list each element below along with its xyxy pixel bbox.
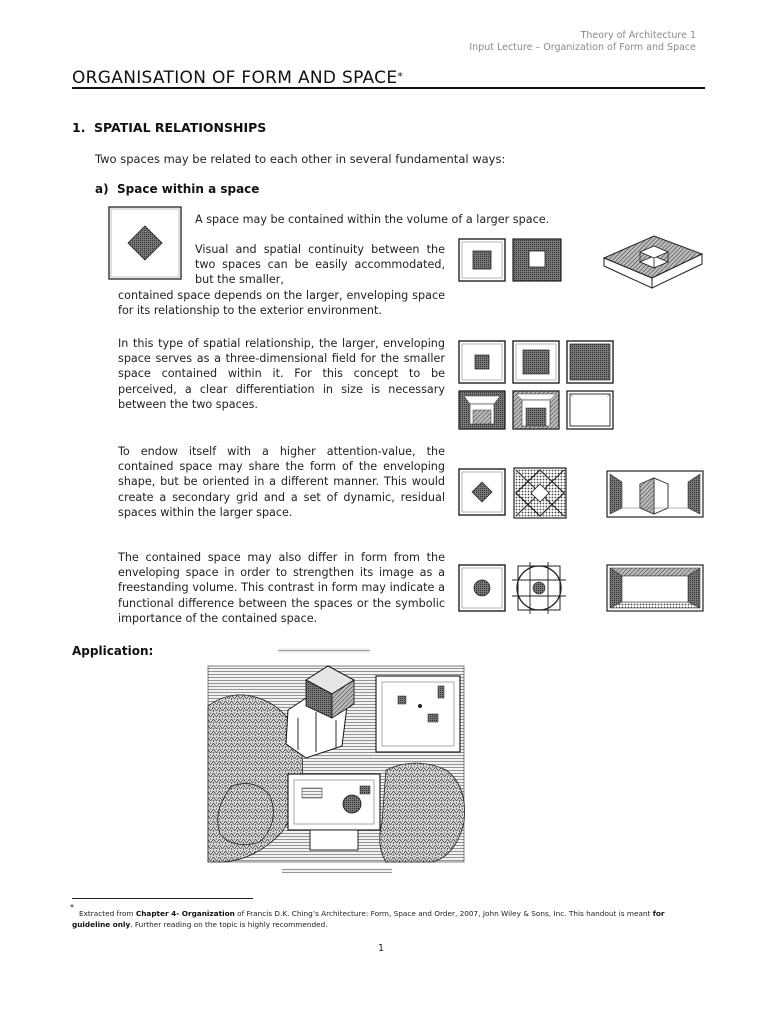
subsection-heading (95, 182, 259, 196)
size-differentiation-perspective-medium (512, 390, 560, 430)
application-heading: Application: (72, 644, 154, 658)
running-header-lecture: Input Lecture – Organization of Form and Space (469, 42, 696, 53)
circle-in-square-diagram (458, 564, 506, 612)
running-header-course: Theory of Architecture 1 (580, 30, 696, 41)
footnote-marker: * (397, 70, 404, 83)
space-within-space-figure (108, 206, 182, 280)
circle-grid-diagram (510, 560, 568, 616)
footnote-text-post: . Further reading on the topic is highly recommended. (130, 919, 328, 929)
footnote-text-mid: of Francis D.K. Ching’s Architecture: Form, Space and Order, 2007, John Wiley & Sons, Inc. This handout is meant (234, 909, 653, 918)
paragraph-continuity-part1: Visual and spatial continuity between the two spaces can be easily accommodated, but the smaller, (195, 243, 445, 287)
rotated-perspective-diagram (606, 470, 704, 518)
footnote-text-pre: Extracted from (78, 909, 136, 918)
paragraph-continuity-part2: contained space depends on the larger, enveloping space for its relationship to the exterior environment. (118, 289, 445, 318)
footnote (70, 903, 705, 930)
section-title: SPATIAL RELATIONSHIPS (94, 120, 267, 135)
continuity-diagram-void-in-field (512, 238, 562, 282)
size-differentiation-perspective-small (458, 390, 506, 430)
section-heading (72, 120, 266, 135)
footnote-mark: * (70, 903, 74, 912)
page-title-text: ORGANISATION OF FORM AND SPACE (72, 68, 398, 88)
footnote-chapter: Chapter 4- Organization (135, 909, 235, 918)
section-number: 1. (72, 120, 86, 135)
size-differentiation-perspective-large (566, 390, 614, 430)
page-number: 1 (378, 943, 385, 954)
secondary-grid-diagram (512, 466, 568, 520)
paragraph-contained-space: A space may be contained within the volume of a larger space. (195, 213, 550, 226)
footnote-rule (72, 898, 253, 899)
intro-text: Two spaces may be related to each other in several fundamental ways: (95, 152, 506, 166)
size-differentiation-diagram-medium (512, 340, 560, 384)
continuity-diagram-square-in-square (458, 238, 506, 282)
rotated-diamond-diagram (458, 468, 506, 516)
page-title (72, 68, 403, 88)
size-differentiation-diagram-small (458, 340, 506, 384)
subsection-title: Space within a space (117, 182, 260, 196)
footnote-guideline: for guideline only (72, 909, 665, 929)
title-underline (72, 87, 705, 89)
contrasting-form-perspective (606, 564, 704, 612)
paragraph-three-dimensional-field: In this type of spatial relationship, the larger, enveloping space serves as a three-dimensional field for the smaller space contained within it. For this concept to be perceived, a clear differentiation in size is necessary between the two spaces. (118, 337, 445, 411)
subsection-label: a) (95, 182, 109, 196)
paragraph-rotated-orientation: To endow itself with a higher attention-value, the contained space may share the form of the enveloping shape, but be oriented in a different manner. This would create a secondary grid and a set of dynamic, residual spaces within the larger space. (118, 445, 445, 519)
size-differentiation-diagram-large (566, 340, 614, 384)
application-illustration (206, 646, 468, 876)
continuity-diagram-axonometric (602, 232, 704, 294)
paragraph-contrasting-form: The contained space may also differ in form from the enveloping space in order to strengthen its image as a freestanding volume. This contrast in form may indicate a functional difference between the spaces or the symbolic importance of the contained space. (118, 551, 445, 625)
